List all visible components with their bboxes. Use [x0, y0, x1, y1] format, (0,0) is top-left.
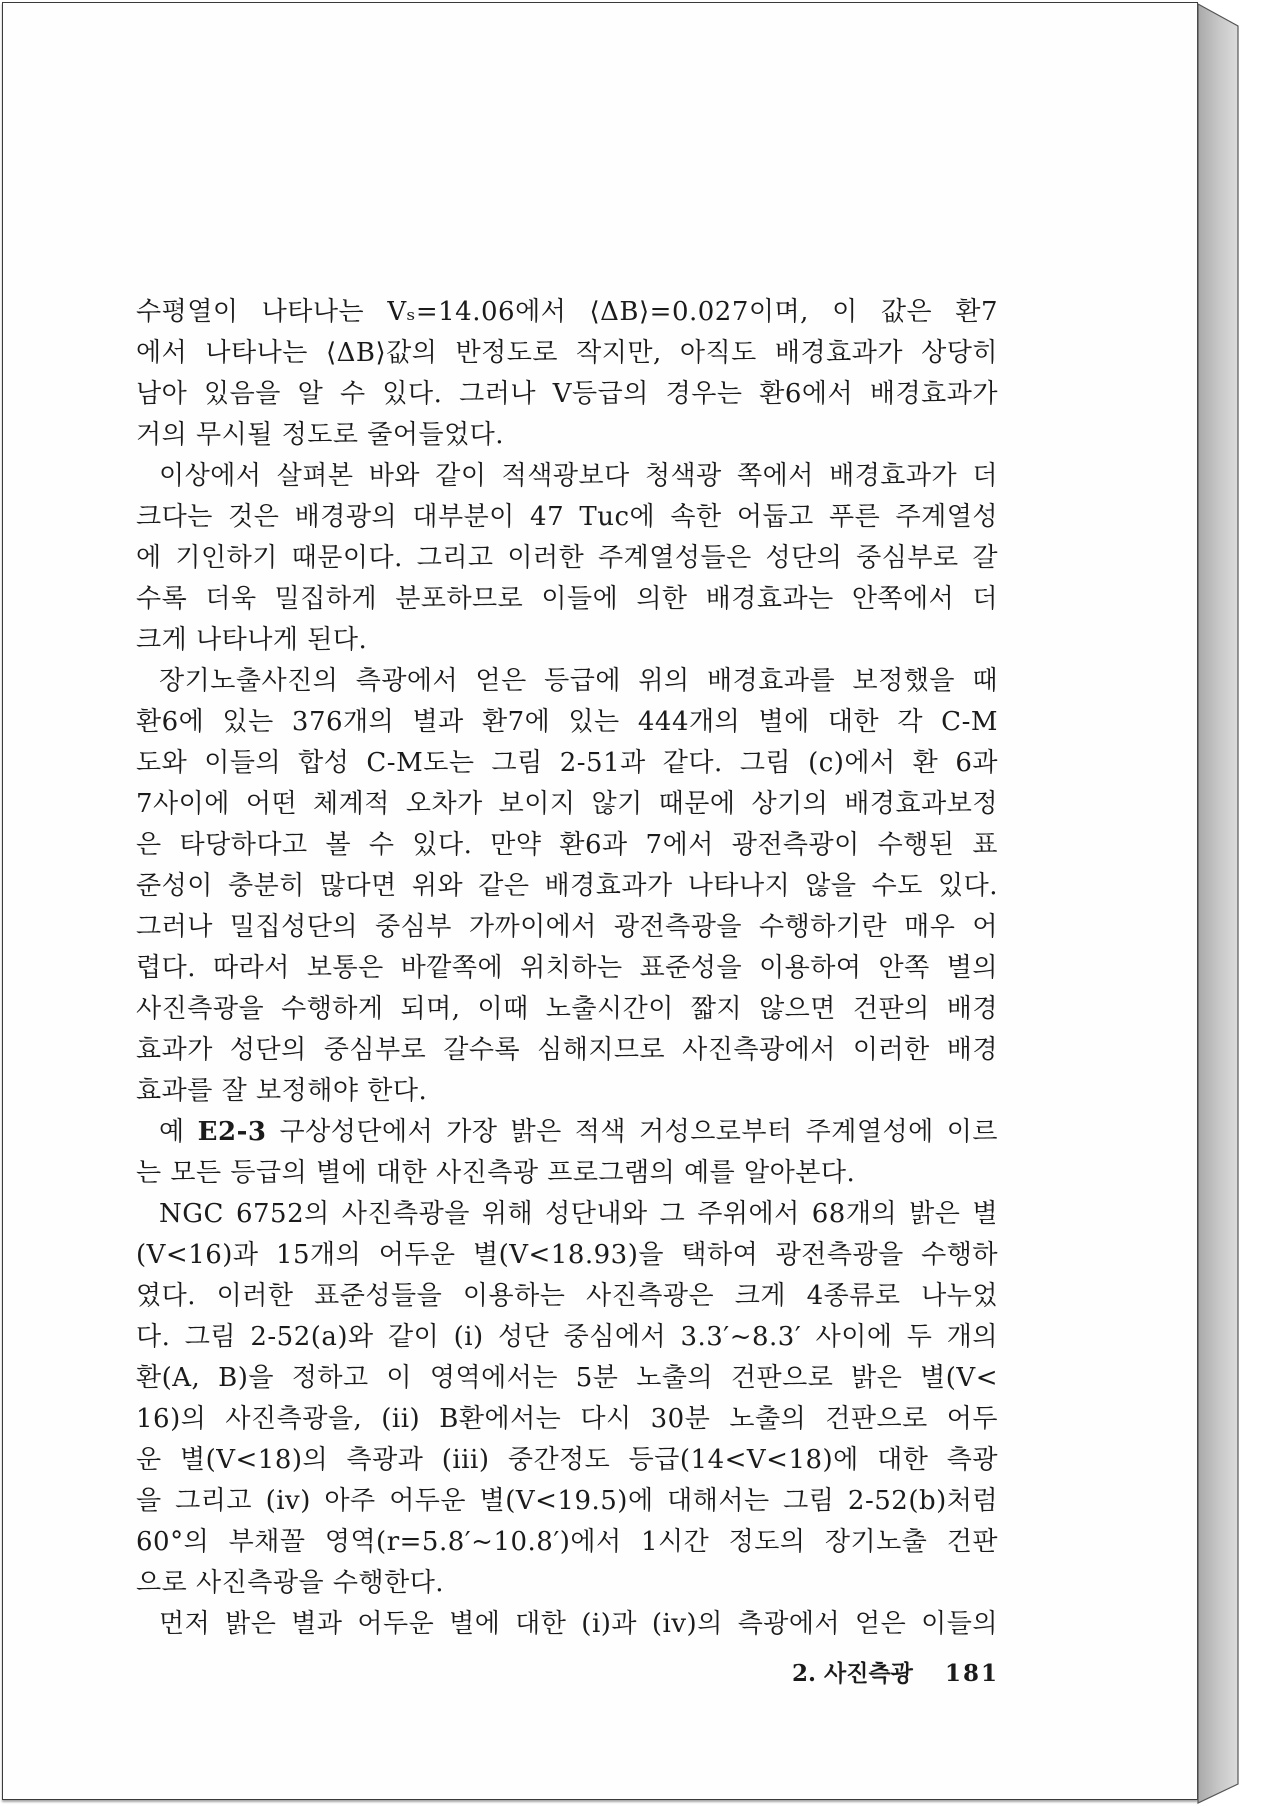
page-edge-shadow: [1196, 0, 1275, 1806]
text-line: [136, 1112, 998, 1153]
paragraph: [136, 1604, 998, 1645]
text-line: 크게 나타나게 된다.: [136, 625, 368, 655]
text-line: 크다는 것은 배경광의 대부분이 47 Tuc에 속한 어둡고 푸른 주계열성: [136, 502, 998, 532]
example-label: 예: [159, 1117, 185, 1147]
text-line: 수록 더욱 밀집하게 분포하므로 이들에 의한 배경효과는 안쪽에서 더: [136, 584, 998, 614]
text-line: 을 그리고 (iv) 아주 어두운 별(V<19.5)에 대해서는 그림 2-52(b)처럼: [136, 1486, 998, 1516]
text-line: 사진측광을 수행하게 되며, 이때 노출시간이 짧지 않으면 건판의 배경: [136, 994, 998, 1024]
text-line: 도와 이들의 합성 C-M도는 그림 2-51과 같다. 그림 (c)에서 환 6과: [136, 748, 998, 778]
text-line: 60°의 부채꼴 영역(r=5.8′~10.8′)에서 1시간 정도의 장기노출 건판: [136, 1527, 998, 1557]
text-line: 7사이에 어떤 체계적 오차가 보이지 않기 때문에 상기의 배경효과보정: [136, 789, 998, 819]
text-line: 였다. 이러한 표준성들을 이용하는 사진측광은 크게 4종류로 나누었: [136, 1281, 998, 1311]
paragraph: [136, 1194, 998, 1604]
text-line: 에서 나타나는 ⟨ΔB⟩값의 반정도로 작지만, 아직도 배경효과가 상당히: [136, 338, 998, 368]
example-id: E2-3: [197, 1117, 267, 1147]
body-text: [136, 292, 998, 1645]
paragraph: [136, 292, 998, 456]
running-footer: [792, 1654, 1000, 1694]
text-line: 그러나 밀집성단의 중심부 가까이에서 광전측광을 수행하기란 매우 어: [136, 912, 998, 942]
text-line: 는 모든 등급의 별에 대한 사진측광 프로그램의 예를 알아본다.: [136, 1158, 856, 1188]
text-line: 운 별(V<18)의 측광과 (iii) 중간정도 등급(14<V<18)에 대한 측광: [136, 1445, 998, 1475]
text-line: 남아 있음을 알 수 있다. 그러나 V등급의 경우는 환6에서 배경효과가: [136, 379, 998, 409]
text-line: 효과가 성단의 중심부로 갈수록 심해지므로 사진측광에서 이러한 배경: [136, 1035, 998, 1065]
example-paragraph: [136, 1112, 998, 1194]
text-line: 에 기인하기 때문이다. 그리고 이러한 주계열성들은 성단의 중심부로 갈: [136, 543, 998, 573]
text-line: 거의 무시될 정도로 줄어들었다.: [136, 420, 505, 450]
text-line: 환(A, B)을 정하고 이 영역에서는 5분 노출의 건판으로 밝은 별(V<: [136, 1363, 998, 1393]
text-line: 으로 사진측광을 수행한다.: [136, 1568, 445, 1598]
text-line: 수평열이 나타나는 Vₛ=14.06에서 ⟨ΔB⟩=0.027이며, 이 값은 환7: [136, 297, 998, 327]
text-line: 효과를 잘 보정해야 한다.: [136, 1076, 428, 1106]
text-line: 다. 그림 2-52(a)와 같이 (i) 성단 중심에서 3.3′~8.3′ 사이에 두 개의: [136, 1322, 998, 1352]
paragraph: [136, 661, 998, 1112]
text-line: NGC 6752의 사진측광을 위해 성단내와 그 주위에서 68개의 밝은 별: [159, 1199, 998, 1229]
page-number: 181: [945, 1660, 1000, 1687]
text-line: 준성이 충분히 많다면 위와 같은 배경효과가 나타나지 않을 수도 있다.: [136, 871, 998, 901]
footer-chapter: 2. 사진측광: [792, 1660, 913, 1687]
text-line: 장기노출사진의 측광에서 얻은 등급에 위의 배경효과를 보정했을 때: [159, 666, 998, 696]
paragraph: [136, 456, 998, 661]
text-line: 환6에 있는 376개의 별과 환7에 있는 444개의 별에 대한 각 C-M: [136, 707, 998, 737]
text-line: 은 타당하다고 볼 수 있다. 만약 환6과 7에서 광전측광이 수행된 표: [136, 830, 998, 860]
text-line: (V<16)과 15개의 어두운 별(V<18.93)을 택하여 광전측광을 수행하: [136, 1240, 998, 1270]
text-line: 먼저 밝은 별과 어두운 별에 대한 (i)과 (iv)의 측광에서 얻은 이들의: [159, 1609, 998, 1639]
text-line: 렵다. 따라서 보통은 바깥쪽에 위치하는 표준성을 이용하여 안쪽 별의: [136, 953, 998, 983]
example-text: 구상성단에서 가장 밝은 적색 거성으로부터 주계열성에 이르: [279, 1117, 999, 1147]
text-line: 이상에서 살펴본 바와 같이 적색광보다 청색광 쪽에서 배경효과가 더: [159, 461, 998, 491]
text-line: 16)의 사진측광을, (ii) B환에서는 다시 30분 노출의 건판으로 어두: [136, 1404, 998, 1434]
